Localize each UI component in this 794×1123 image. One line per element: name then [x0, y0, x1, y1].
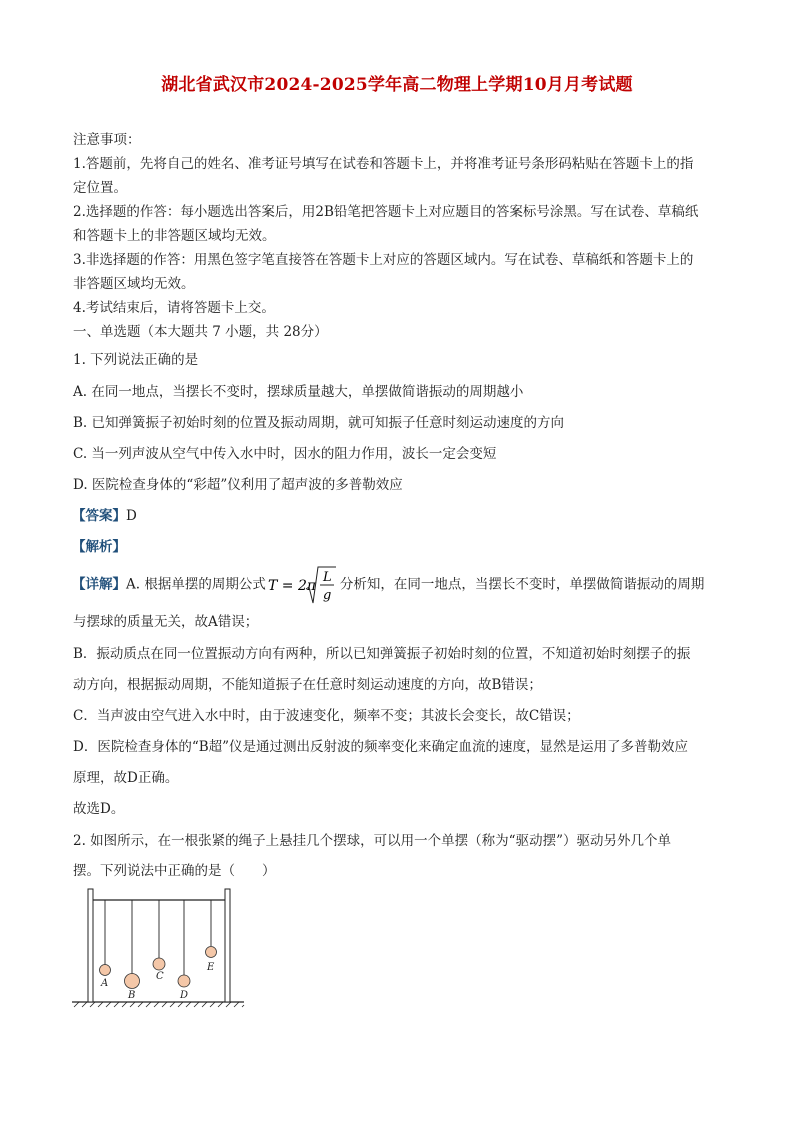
label-b: B [128, 990, 136, 1001]
pendulum-ball-b [125, 974, 140, 989]
q1-option-b: B. 已知弹簧振子初始时刻的位置及振动周期，就可知振子任意时刻运动速度的方向 [73, 415, 565, 431]
notice-item-2a: 2.选择题的作答：每小题选出答案后，用2B铅笔把答题卡上对应题目的答案标号涂黑。写在试卷、草稿纸 [73, 204, 699, 220]
pendulum-ball-a [100, 965, 111, 976]
notice-item-3b: 非答题区域均无效。 [73, 276, 195, 292]
page-title: 湖北省武汉市2024-2025学年高二物理上学期10月月考试题 [161, 75, 633, 95]
notice-item-1a: 1.答题前，先将自己的姓名、准考证号填写在试卷和答题卡上，并将准考证号条形码粘贴在答题卡上的指 [73, 156, 694, 172]
q1-detail-c: C．当声波由空气进入水中时，由于波速变化，频率不变；其波长会变长，故C错误； [73, 708, 580, 724]
pendulum-ball-c [153, 958, 165, 970]
notice-item-1b: 定位置。 [73, 180, 127, 196]
period-formula [268, 563, 338, 607]
q1-option-d: D. 医院检查身体的“彩超”仪利用了超声波的多普勒效应 [73, 477, 403, 493]
label-e: E [207, 962, 215, 973]
formula-lhs: T = 2π [267, 578, 316, 594]
formula-denominator: g [322, 588, 332, 603]
detail-a-pre: A. 根据单摆的周期公式 [126, 576, 266, 593]
q1-detail-a [72, 563, 704, 607]
answer-label: 【答案】 [72, 508, 126, 524]
q1-answer [72, 507, 137, 525]
q1-detail-a-2: 与摆球的质量无关，故A错误； [73, 614, 259, 630]
q1-option-a: A. 在同一地点，当摆长不变时，摆球质量越大，单摆做简谐振动的周期越小 [73, 384, 524, 400]
pendulum-ball-e [206, 947, 217, 958]
q1-conclusion: 故选D。 [73, 801, 125, 817]
detail-label: 【详解】 [72, 576, 126, 593]
q1-detail-b-1: B．振动质点在同一位置振动方向有两种，所以已知弹簧振子初始时刻的位置，不知道初始时刻摆子的振 [73, 646, 691, 662]
q1-detail-b-2: 动方向，根据振动周期，不能知道振子在任意时刻运动速度的方向，故B错误； [73, 677, 542, 693]
q1-analysis-label [72, 538, 126, 556]
section-heading: 一、单选题（本大题共 7 小题，共 28分） [73, 324, 328, 340]
ground-hatching [74, 1002, 244, 1007]
q2-stem-1: 2. 如图所示，在一根张紧的绳子上悬挂几个摆球，可以用一个单摆（称为“驱动摆”）驱动另外几个单 [73, 833, 671, 849]
q1-option-c: C. 当一列声波从空气中传入水中时，因水的阻力作用，波长一定会变短 [73, 446, 497, 462]
notice-item-3a: 3.非选择题的作答：用黑色签字笔直接答在答题卡上对应的答题区域内。写在试卷、草稿纸和答题卡上的 [73, 252, 694, 268]
q2-stem-2: 摆。下列说法中正确的是（ ） [73, 863, 276, 879]
label-d: D [180, 990, 189, 1001]
label-a: A [101, 978, 109, 989]
notice-item-2b: 和答题卡上的非答题区域均无效。 [73, 228, 276, 244]
notice-heading: 注意事项： [73, 132, 141, 148]
analysis-label: 【解析】 [72, 539, 126, 555]
formula-numerator: L [322, 570, 332, 585]
detail-a-post: 分析知，在同一地点，当摆长不变时，单摆做简谐振动的周期 [339, 576, 705, 593]
left-post [88, 889, 93, 1002]
pendulum-diagram [72, 885, 247, 1010]
q1-stem: 1. 下列说法正确的是 [73, 352, 199, 368]
q1-detail-d-1: D．医院检查身体的“B超”仪是通过测出反射波的频率变化来确定血流的速度，显然是运用了多普勒效应 [73, 739, 689, 755]
right-post [225, 889, 230, 1002]
answer-value: D [126, 508, 137, 524]
pendulum-ball-d [178, 975, 190, 987]
label-c: C [156, 971, 164, 982]
notice-item-4: 4.考试结束后，请将答题卡上交。 [73, 300, 275, 316]
q1-detail-d-2: 原理，故D正确。 [73, 770, 179, 786]
